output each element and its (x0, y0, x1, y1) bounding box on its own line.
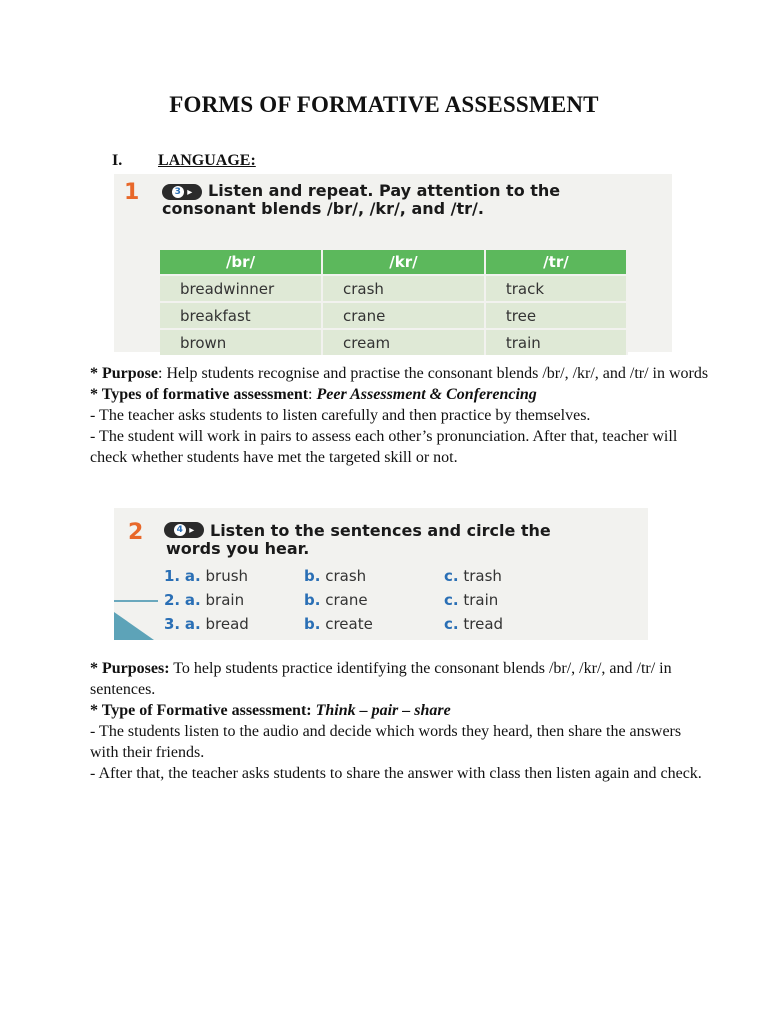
item-number: 1. (164, 567, 181, 585)
section-heading (112, 152, 256, 170)
assessment-type-label: * Type of Formative assessment: (90, 702, 312, 719)
purpose-label: * Purpose (90, 365, 158, 382)
option-word: brush (205, 567, 249, 585)
choices-list (164, 564, 584, 636)
table-cell: cream (322, 329, 485, 355)
option-word: bread (205, 615, 249, 633)
purpose-text: : Help students recognise and practise the consonant blends /br/, /kr/, and /tr/ in words (158, 365, 709, 382)
option-label: b. (304, 591, 321, 609)
option-word: train (463, 591, 499, 609)
table-cell: brown (160, 329, 322, 355)
option-label: a. (184, 567, 201, 585)
assessment-type-line (90, 700, 710, 721)
option-label: b. (304, 567, 321, 585)
item-number: 2. (164, 591, 181, 609)
option-word: crane (325, 591, 368, 609)
table-cell: crash (322, 275, 485, 302)
table-cell: track (485, 275, 627, 302)
header-tr: /tr/ (485, 250, 627, 275)
exercise-1-image (114, 174, 672, 352)
exercise-1-notes (90, 363, 710, 468)
track-number: 4 (174, 524, 186, 536)
decorative-corner (114, 612, 154, 640)
audio-track-icon: 3 ▸ (162, 184, 202, 200)
exercise-2-notes (90, 658, 710, 784)
table-cell: breadwinner (160, 275, 322, 302)
exercise-2-number: 2 (128, 520, 144, 545)
exercise-2-instruction: Listen to the sentences and circle the words you hear. (166, 521, 551, 558)
list-item (164, 564, 584, 588)
option-word: crash (325, 567, 367, 585)
purpose-line (90, 658, 710, 700)
purpose-text: To help students practice identifying the consonant blends /br/, /kr/, and /tr/ in sentences. (90, 660, 672, 698)
description-line: - After that, the teacher asks students to share the answer with class then listen again and check. (90, 765, 702, 782)
assessment-type-line (90, 384, 710, 405)
option-word: tread (463, 615, 504, 633)
assessment-type-value: Think – pair – share (315, 702, 451, 719)
audio-track-icon: 4 ▸ (164, 522, 204, 538)
option-label: c. (444, 615, 459, 633)
option-label: b. (304, 615, 321, 633)
header-kr: /kr/ (322, 250, 485, 275)
option-label: c. (444, 591, 459, 609)
header-br: /br/ (160, 250, 322, 275)
option-label: c. (444, 567, 459, 585)
assessment-type-label: * Types of formative assessment (90, 386, 309, 403)
exercise-1-number: 1 (124, 180, 140, 205)
option-word: brain (205, 591, 245, 609)
table-row (160, 275, 627, 302)
list-item (164, 612, 584, 636)
option-word: create (325, 615, 373, 633)
item-number: 3. (164, 615, 181, 633)
page-title: FORMS OF FORMATIVE ASSESSMENT (169, 92, 599, 117)
section-number: I. (112, 152, 123, 169)
option-word: trash (463, 567, 502, 585)
list-item (164, 588, 584, 612)
table-cell: crane (322, 302, 485, 329)
table-cell: tree (485, 302, 627, 329)
section-label: LANGUAGE: (158, 152, 256, 169)
table-row (160, 302, 627, 329)
table-row (160, 329, 627, 355)
description-line: - The student will work in pairs to assess each other’s pronunciation. After that, teacher will check whether students have met the targeted skill or not. (90, 428, 678, 466)
track-number: 3 (172, 186, 184, 198)
table-cell: train (485, 329, 627, 355)
option-label: a. (184, 615, 201, 633)
assessment-type-colon: : (308, 386, 317, 403)
purpose-line (90, 363, 710, 384)
table-cell: breakfast (160, 302, 322, 329)
assessment-type-value: Peer Assessment & Conferencing (316, 386, 537, 403)
exercise-1-instruction: Listen and repeat. Pay attention to the consonant blends /br/, /kr/, and /tr/. (162, 181, 561, 218)
exercise-2-image (114, 508, 648, 640)
purpose-label: * Purposes: (90, 660, 170, 677)
description-line: - The teacher asks students to listen carefully and then practice by themselves. (90, 407, 591, 424)
decorative-line (114, 600, 158, 602)
option-label: a. (184, 591, 201, 609)
blends-header-row (160, 250, 627, 275)
blends-table (160, 250, 628, 355)
description-line: - The students listen to the audio and decide which words they heard, then share the answers with their friends. (90, 723, 682, 761)
